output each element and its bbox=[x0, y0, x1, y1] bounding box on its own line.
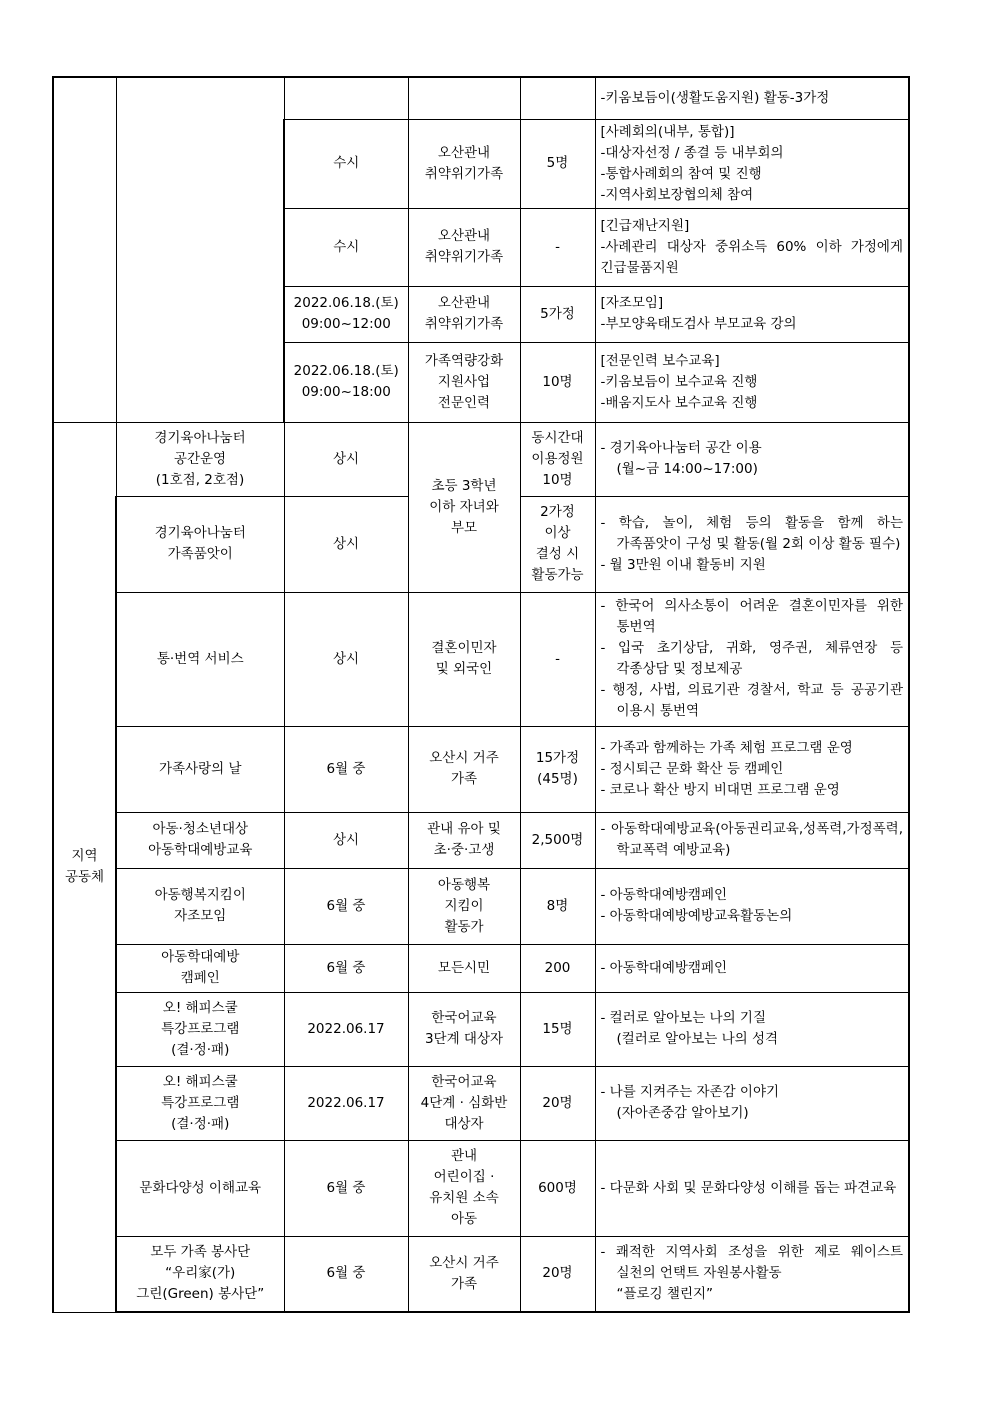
target-text: 아동행복 지킴이 활동가 bbox=[437, 876, 491, 935]
date-text: 6월 중 bbox=[326, 1265, 366, 1282]
content-cell bbox=[595, 992, 909, 1066]
date-cell bbox=[284, 342, 408, 422]
target-cell bbox=[408, 119, 520, 208]
date-text: 6월 중 bbox=[326, 959, 366, 976]
date-cell bbox=[284, 496, 408, 592]
program-text: 아동행복지킴이 자조모임 bbox=[154, 887, 246, 924]
content-line: - 입국 초기상담, 귀화, 영주권, 체류연장 등 각종상담 및 정보제공 bbox=[600, 640, 903, 677]
target-cell bbox=[408, 944, 520, 992]
count-cell bbox=[520, 286, 595, 342]
content-cell bbox=[595, 592, 909, 726]
count-cell bbox=[520, 1066, 595, 1140]
date-cell bbox=[284, 592, 408, 726]
target-text: 오산관내 취약위기가족 bbox=[424, 144, 504, 182]
program-text: 문화다양성 이해교육 bbox=[139, 1179, 262, 1196]
count-text: 10명 bbox=[542, 373, 573, 390]
program-cell bbox=[116, 1140, 284, 1236]
date-cell bbox=[284, 422, 408, 496]
program-cell bbox=[116, 868, 284, 944]
target-text: 오산관내 취약위기가족 bbox=[424, 228, 504, 265]
target-text: 가족역량강화 지원사업 전문인력 bbox=[424, 352, 504, 411]
section-cell bbox=[53, 422, 116, 1312]
schedule-table-body bbox=[53, 77, 909, 1312]
target-cell bbox=[408, 77, 520, 119]
target-cell bbox=[408, 422, 520, 592]
target-cell bbox=[408, 868, 520, 944]
count-cell bbox=[520, 868, 595, 944]
date-text: 2022.06.17 bbox=[307, 1094, 385, 1111]
program-cell bbox=[116, 592, 284, 726]
program-cell bbox=[116, 726, 284, 812]
count-text: 600명 bbox=[538, 1179, 577, 1196]
target-text: 관내 어린이집 · 유치원 소속 아동 bbox=[429, 1148, 499, 1227]
content-line: (월~금 14:00~17:00) bbox=[616, 461, 758, 477]
count-cell bbox=[520, 944, 595, 992]
date-cell bbox=[284, 1236, 408, 1312]
date-text: 수시 bbox=[333, 238, 360, 255]
count-text: 15가정 (45명) bbox=[535, 750, 580, 787]
count-cell bbox=[520, 119, 595, 208]
content-cell bbox=[595, 77, 909, 119]
count-cell bbox=[520, 1236, 595, 1312]
date-text: 2022.06.17 bbox=[307, 1020, 385, 1037]
content-line: - 쾌적한 지역사회 조성을 위한 제로 웨이스트 실천의 언택트 자원봉사활동 bbox=[600, 1244, 903, 1282]
target-text: 모든시민 bbox=[437, 959, 491, 976]
content-cell bbox=[595, 496, 909, 592]
date-cell bbox=[284, 119, 408, 208]
program-cell bbox=[116, 992, 284, 1066]
program-text: 경기육아나눔터 가족품앗이 bbox=[154, 525, 246, 562]
program-text: 아동학대예방 캠페인 bbox=[161, 949, 240, 986]
target-cell bbox=[408, 1140, 520, 1236]
count-cell bbox=[520, 342, 595, 422]
content-cell bbox=[595, 342, 909, 422]
program-text: 오! 해피스쿨 특강프로그램 (결·정·패) bbox=[161, 1073, 240, 1132]
target-text: 초등 3학년 이하 자녀와 부모 bbox=[429, 477, 499, 536]
count-cell bbox=[520, 812, 595, 868]
content-line: - 나를 지켜주는 자존감 이야기 bbox=[600, 1084, 780, 1100]
target-cell bbox=[408, 1066, 520, 1140]
date-cell bbox=[284, 286, 408, 342]
date-text: 6월 중 bbox=[326, 760, 366, 777]
table-row bbox=[53, 77, 909, 119]
program-text: 경기육아나눔터 공간운영 (1호점, 2호점) bbox=[154, 429, 246, 488]
target-cell bbox=[408, 812, 520, 868]
count-cell bbox=[520, 77, 595, 119]
program-text: 통·번역 서비스 bbox=[156, 650, 244, 667]
program-text: 아동·청소년대상 아동학대예방교육 bbox=[148, 821, 253, 858]
section-text: 지역 공동체 bbox=[64, 848, 105, 885]
content-cell bbox=[595, 286, 909, 342]
target-cell bbox=[408, 592, 520, 726]
count-text: - bbox=[555, 650, 560, 667]
target-text: 오산관내 취약위기가족 bbox=[424, 295, 504, 332]
target-cell bbox=[408, 342, 520, 422]
program-cell bbox=[116, 944, 284, 992]
date-cell bbox=[284, 726, 408, 812]
date-text: 상시 bbox=[332, 831, 360, 848]
table-row bbox=[53, 1236, 909, 1312]
count-text: 2가정 이상 결성 시 활동가능 bbox=[531, 504, 584, 583]
count-text: - bbox=[555, 238, 560, 255]
content-line: (자아존중감 알아보기) bbox=[616, 1105, 749, 1121]
content-line: -통합사례회의 참여 및 진행 bbox=[600, 165, 762, 182]
count-cell bbox=[520, 592, 595, 726]
count-text: 20명 bbox=[542, 1265, 573, 1282]
content-cell bbox=[595, 422, 909, 496]
program-cell bbox=[116, 1236, 284, 1312]
count-text: 5명 bbox=[546, 155, 569, 171]
target-text: 결혼이민자 및 외국인 bbox=[431, 640, 497, 677]
content-cell bbox=[595, 726, 909, 812]
content-line: [전문인력 보수교육] bbox=[600, 352, 720, 369]
count-text: 5가정 bbox=[540, 305, 575, 322]
table-row bbox=[53, 1066, 909, 1140]
date-text: 6월 중 bbox=[326, 897, 366, 914]
program-text: 가족사랑의 날 bbox=[158, 760, 242, 777]
program-cell bbox=[116, 1066, 284, 1140]
target-cell bbox=[408, 286, 520, 342]
table-row bbox=[53, 992, 909, 1066]
content-line: [자조모임] bbox=[600, 295, 664, 311]
count-cell bbox=[520, 992, 595, 1066]
content-line: - 한국어 의사소통이 어려운 결혼이민자를 위한 통번역 bbox=[600, 598, 903, 635]
program-cell bbox=[116, 422, 284, 496]
count-cell bbox=[520, 422, 595, 496]
program-cell bbox=[116, 496, 284, 592]
target-text: 오산시 거주 가족 bbox=[429, 750, 499, 787]
count-text: 20명 bbox=[542, 1094, 573, 1111]
program-text: 모두 가족 봉사단 “우리家(가) 그린(Green) 봉사단” bbox=[136, 1244, 265, 1303]
content-line: - 다문화 사회 및 문화다양성 이해를 돕는 파견교육 bbox=[600, 1179, 897, 1196]
section-cell-empty bbox=[53, 77, 116, 422]
date-cell bbox=[284, 812, 408, 868]
count-text: 200 bbox=[544, 959, 571, 976]
content-cell bbox=[595, 1236, 909, 1312]
table-row bbox=[53, 812, 909, 868]
date-cell bbox=[284, 944, 408, 992]
date-text: 2022.06.18.(토) 09:00~12:00 bbox=[293, 295, 399, 332]
content-line: - 아동학대예방교육(아동권리교육,성폭력,가정폭력,학교폭력 예방교육) bbox=[600, 821, 903, 858]
date-text: 수시 bbox=[333, 155, 360, 171]
content-cell bbox=[595, 1066, 909, 1140]
content-cell bbox=[595, 944, 909, 992]
content-line: [긴급재난지원] bbox=[600, 217, 690, 234]
schedule-table bbox=[52, 76, 910, 1313]
content-line: - 학습, 놀이, 체험 등의 활동을 함께 하는 가족품앗이 구성 및 활동(월 2회 이상 활동 필수) bbox=[600, 514, 903, 552]
table-row bbox=[53, 422, 909, 496]
target-text: 관내 유아 및 초·중·고생 bbox=[427, 821, 501, 858]
content-line: - 컬러로 알아보는 나의 기질 bbox=[600, 1010, 766, 1026]
date-cell bbox=[284, 77, 408, 119]
count-text: 15명 bbox=[542, 1020, 573, 1037]
target-cell bbox=[408, 1236, 520, 1312]
content-line: - 아동학대예방캠페인 bbox=[600, 959, 728, 976]
date-cell bbox=[284, 1066, 408, 1140]
content-cell bbox=[595, 1140, 909, 1236]
count-text: 2,500명 bbox=[531, 831, 584, 848]
content-line: -사례관리 대상자 중위소득 60% 이하 가정에게 긴급물품지원 bbox=[600, 238, 903, 276]
content-line: -배움지도사 보수교육 진행 bbox=[600, 394, 758, 411]
count-cell bbox=[520, 208, 595, 286]
target-text: 오산시 거주 가족 bbox=[429, 1254, 499, 1292]
date-text: 6월 중 bbox=[326, 1179, 366, 1196]
content-line: -지역사회보장협의체 참여 bbox=[600, 186, 754, 203]
content-line: -대상자선정 / 종결 등 내부회의 bbox=[600, 144, 784, 161]
content-line: - 아동학대예방캠페인 bbox=[600, 887, 728, 903]
table-row bbox=[53, 592, 909, 726]
target-text: 한국어교육 4단계 · 심화반 대상자 bbox=[420, 1073, 508, 1132]
target-cell bbox=[408, 208, 520, 286]
content-cell bbox=[595, 812, 909, 868]
program-cell-empty bbox=[116, 77, 284, 422]
content-cell bbox=[595, 868, 909, 944]
content-line: - 아동학대예방예방교육활동논의 bbox=[600, 908, 793, 924]
date-cell bbox=[284, 992, 408, 1066]
date-cell bbox=[284, 868, 408, 944]
program-text: 오! 해피스쿨 특강프로그램 (결·정·패) bbox=[161, 999, 240, 1058]
content-line: - 행정, 사법, 의료기관 경찰서, 학교 등 공공기관 이용시 통번역 bbox=[600, 682, 903, 719]
count-text: 동시간대 이용정원 10명 bbox=[531, 429, 584, 488]
content-line: - 코로나 확산 방지 비대면 프로그램 운영 bbox=[600, 781, 840, 798]
content-cell bbox=[595, 208, 909, 286]
content-line: - 가족과 함께하는 가족 체험 프로그램 운영 bbox=[600, 739, 853, 756]
content-line: -부모양육태도검사 부모교육 강의 bbox=[600, 316, 797, 332]
date-cell bbox=[284, 1140, 408, 1236]
content-line: (컬러로 알아보는 나의 성격 bbox=[616, 1031, 779, 1047]
date-text: 상시 bbox=[332, 535, 360, 552]
date-text: 2022.06.18.(토) 09:00~18:00 bbox=[293, 363, 399, 400]
count-cell bbox=[520, 726, 595, 812]
date-cell bbox=[284, 208, 408, 286]
content-line: “플로깅 챌린지” bbox=[616, 1286, 714, 1303]
content-line: - 정시퇴근 문화 확산 등 캠페인 bbox=[600, 760, 784, 777]
count-text: 8명 bbox=[546, 897, 569, 914]
target-cell bbox=[408, 726, 520, 812]
content-line: -키움보듬이 보수교육 진행 bbox=[600, 373, 758, 390]
program-cell bbox=[116, 812, 284, 868]
count-cell bbox=[520, 496, 595, 592]
table-row bbox=[53, 1140, 909, 1236]
date-text: 상시 bbox=[332, 650, 360, 667]
content-line: -키움보듬이(생활도움지원) 활동-3가정 bbox=[600, 89, 830, 106]
table-row bbox=[53, 726, 909, 812]
content-line: - 경기육아나눔터 공간 이용 bbox=[600, 440, 762, 456]
date-text: 상시 bbox=[332, 450, 360, 467]
table-row bbox=[53, 868, 909, 944]
content-line: - 월 3만원 이내 활동비 지원 bbox=[600, 556, 766, 573]
target-text: 한국어교육 3단계 대상자 bbox=[424, 1010, 504, 1047]
table-row bbox=[53, 944, 909, 992]
target-cell bbox=[408, 992, 520, 1066]
content-cell bbox=[595, 119, 909, 208]
content-line: [사례회의(내부, 통합)] bbox=[600, 123, 735, 140]
count-cell bbox=[520, 1140, 595, 1236]
